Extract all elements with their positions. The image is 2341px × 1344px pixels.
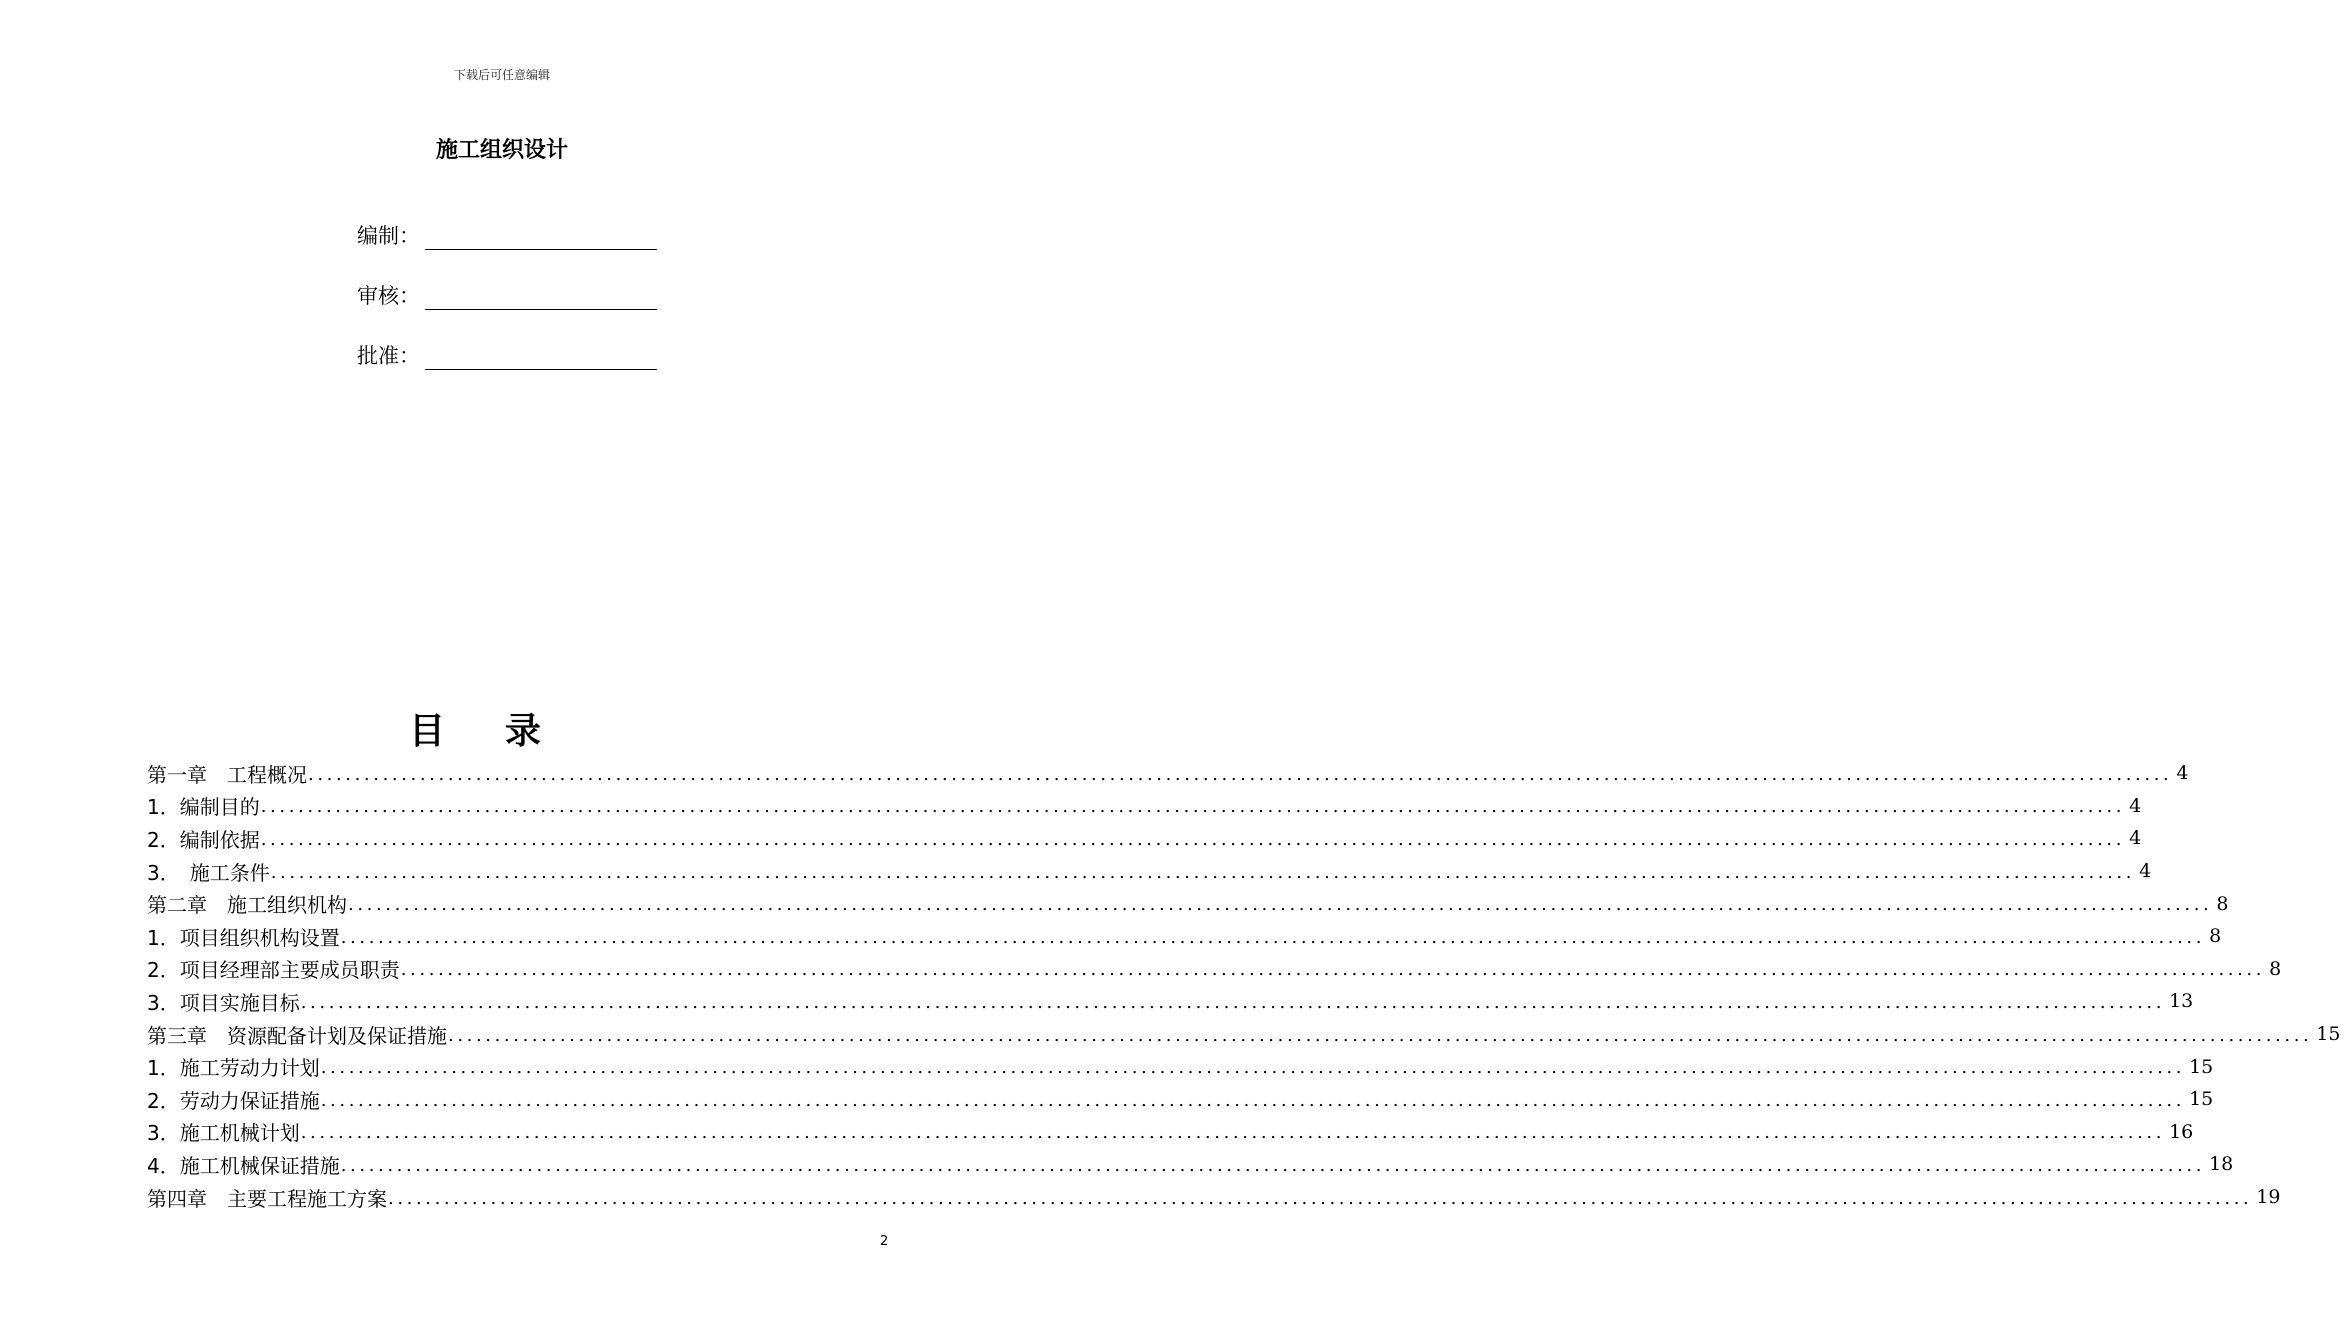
toc-entry-page: 15 [2189,1088,2214,1111]
toc-entry-text: 2．项目经理部主要成员职责 [147,958,400,983]
toc-entry[interactable] [147,1018,2341,1051]
toc-dot-leader: ........................................................................................................................................................................................................ [260,828,2126,850]
toc-dot-leader: ........................................................................................................................................................................................................ [340,1154,2206,1176]
toc-entry[interactable] [147,1148,2234,1181]
toc-entry[interactable] [147,887,2229,920]
toc-entry-page: 8 [2269,957,2282,980]
toc-dot-leader: ........................................................................................................................................................................................................ [320,1057,2186,1079]
toc-dot-leader: ........................................................................................................................................................................................................ [400,959,2266,981]
toc-entry-text: 1．项目组织机构设置 [147,925,340,950]
toc-entry-text: 第二章 施工组织机构 [147,893,347,918]
toc-entry-page: 15 [2189,1055,2214,1078]
toc-entry-text: 4．施工机械保证措施 [147,1153,340,1178]
toc-list [147,757,2341,1213]
toc-entry[interactable] [147,1050,2214,1083]
toc-entry-text: 1．施工劳动力计划 [147,1056,320,1081]
toc-entry-page: 15 [2316,1023,2341,1046]
toc-entry-text: 第四章 主要工程施工方案 [147,1186,387,1211]
signature-label: 编制： [357,224,420,248]
toc-dot-leader: ........................................................................................................................................................................................................ [300,1122,2166,1144]
page-number: 2 [880,1234,889,1249]
toc-dot-leader: ........................................................................................................................................................................................................ [320,1089,2186,1111]
toc-entry-page: 8 [2209,925,2222,948]
toc-dot-leader: ........................................................................................................................................................................................................ [448,1024,2313,1046]
toc-entry-text: 第一章 工程概况 [147,762,307,787]
signature-label: 批准： [357,344,420,368]
toc-entry[interactable] [147,1116,2194,1149]
signature-row-approve [357,340,657,370]
toc-entry-page: 18 [2209,1153,2234,1176]
toc-entry-page: 4 [2176,762,2189,785]
signature-row-review [357,280,657,310]
toc-entry-page: 4 [2139,860,2152,883]
toc-dot-leader: ........................................................................................................................................................................................................ [260,796,2126,818]
toc-dot-leader: ........................................................................................................................................................................................................ [340,926,2206,948]
toc-dot-leader: ........................................................................................................................................................................................................ [270,861,2136,883]
toc-entry-text: 3．施工机械计划 [147,1121,300,1146]
toc-entry[interactable] [147,757,2189,790]
toc-entry[interactable] [147,1083,2214,1116]
toc-dot-leader: ........................................................................................................................................................................................................ [348,894,2213,916]
toc-dot-leader: ........................................................................................................................................................................................................ [388,1187,2253,1209]
toc-entry[interactable] [147,1181,2281,1214]
signature-row-compile [357,220,657,250]
toc-title: 目录 [408,711,601,752]
toc-entry[interactable] [147,920,2222,953]
toc-entry-page: 13 [2169,990,2194,1013]
toc-entry-text: 2．编制依据 [147,827,260,852]
toc-dot-leader: ........................................................................................................................................................................................................ [300,991,2166,1013]
toc-entry-page: 4 [2129,794,2142,817]
toc-entry-text: 3． 施工条件 [147,860,270,885]
signature-line [425,287,657,310]
toc-entry[interactable] [147,790,2142,823]
toc-entry-text: 2．劳动力保证措施 [147,1088,320,1113]
toc-entry[interactable] [147,855,2152,888]
header-note: 下载后可任意编辑 [453,68,550,82]
toc-entry[interactable] [147,985,2194,1018]
toc-entry-page: 8 [2216,892,2229,915]
document-title: 施工组织设计 [435,138,568,163]
signature-line [425,227,657,250]
toc-entry-page: 19 [2256,1186,2281,1209]
toc-entry-page: 4 [2129,827,2142,850]
toc-entry-text: 第三章 资源配备计划及保证措施 [147,1023,447,1048]
signature-line [425,347,657,370]
toc-entry-page: 16 [2169,1120,2194,1143]
toc-entry-text: 3．项目实施目标 [147,990,300,1015]
signature-label: 审核： [357,284,420,308]
toc-dot-leader: ........................................................................................................................................................................................................ [308,763,2173,785]
toc-entry[interactable] [147,822,2142,855]
toc-entry[interactable] [147,953,2282,986]
toc-entry-text: 1．编制目的 [147,795,260,820]
